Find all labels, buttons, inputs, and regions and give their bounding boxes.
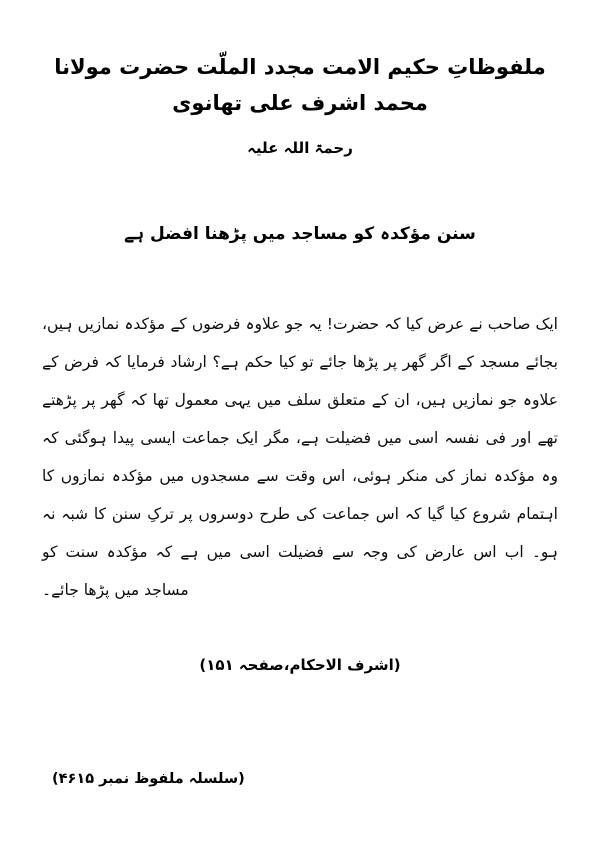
body-paragraph: ایک صاحب نے عرض کیا کہ حضرت! یہ جو علاوہ فرضوں کے مؤکدہ نمازیں ہیں، بجائے مسجد کے اگر گھر پر پڑھا جائے تو کیا حکم ہے؟ ارشاد فرمایا کہ فرض کے علاوہ جو نمازیں ہیں، ان کے متعلق سلف میں یہی معمول تھا کہ گھر پر پڑھتے تھے اور فی نفسہ اسی میں فضیلت ہے، مگر ایک جماعت ایسی پیدا ہوگئی کہ وہ مؤکدہ نماز کی منکر ہوئی، اس وقت سے مسجدوں میں مؤکدہ نمازوں کا اہتمام شروع کیا گیا کہ اس جماعت کی طرح دوسروں پر ترکِ سنن کا شبہ نہ ہو۔ اب اس عارض کی وجہ سے فضیلت اسی میں ہے کہ مؤکدہ سنت کو مساجد میں پڑھا جائے۔: [42, 314, 558, 599]
title-block: [34, 50, 566, 157]
body-block: [34, 306, 566, 610]
citation-reference: (اشرف الاحکام،صفحہ ۱۵۱): [199, 655, 401, 674]
document-title: ملفوظاتِ حکیم الامت مجدد الملّت حضرت مولانا محمد اشرف علی تھانوی: [54, 55, 546, 115]
malfooz-number: (سلسلہ ملفوظ نمبر ۴۶۱۵): [52, 771, 245, 787]
section-heading: سنن مؤکدہ کو مساجد میں پڑھنا افضل ہے: [124, 224, 476, 245]
footer: [34, 771, 566, 787]
document-subtitle: رحمۃ اللہ علیہ: [247, 139, 353, 158]
